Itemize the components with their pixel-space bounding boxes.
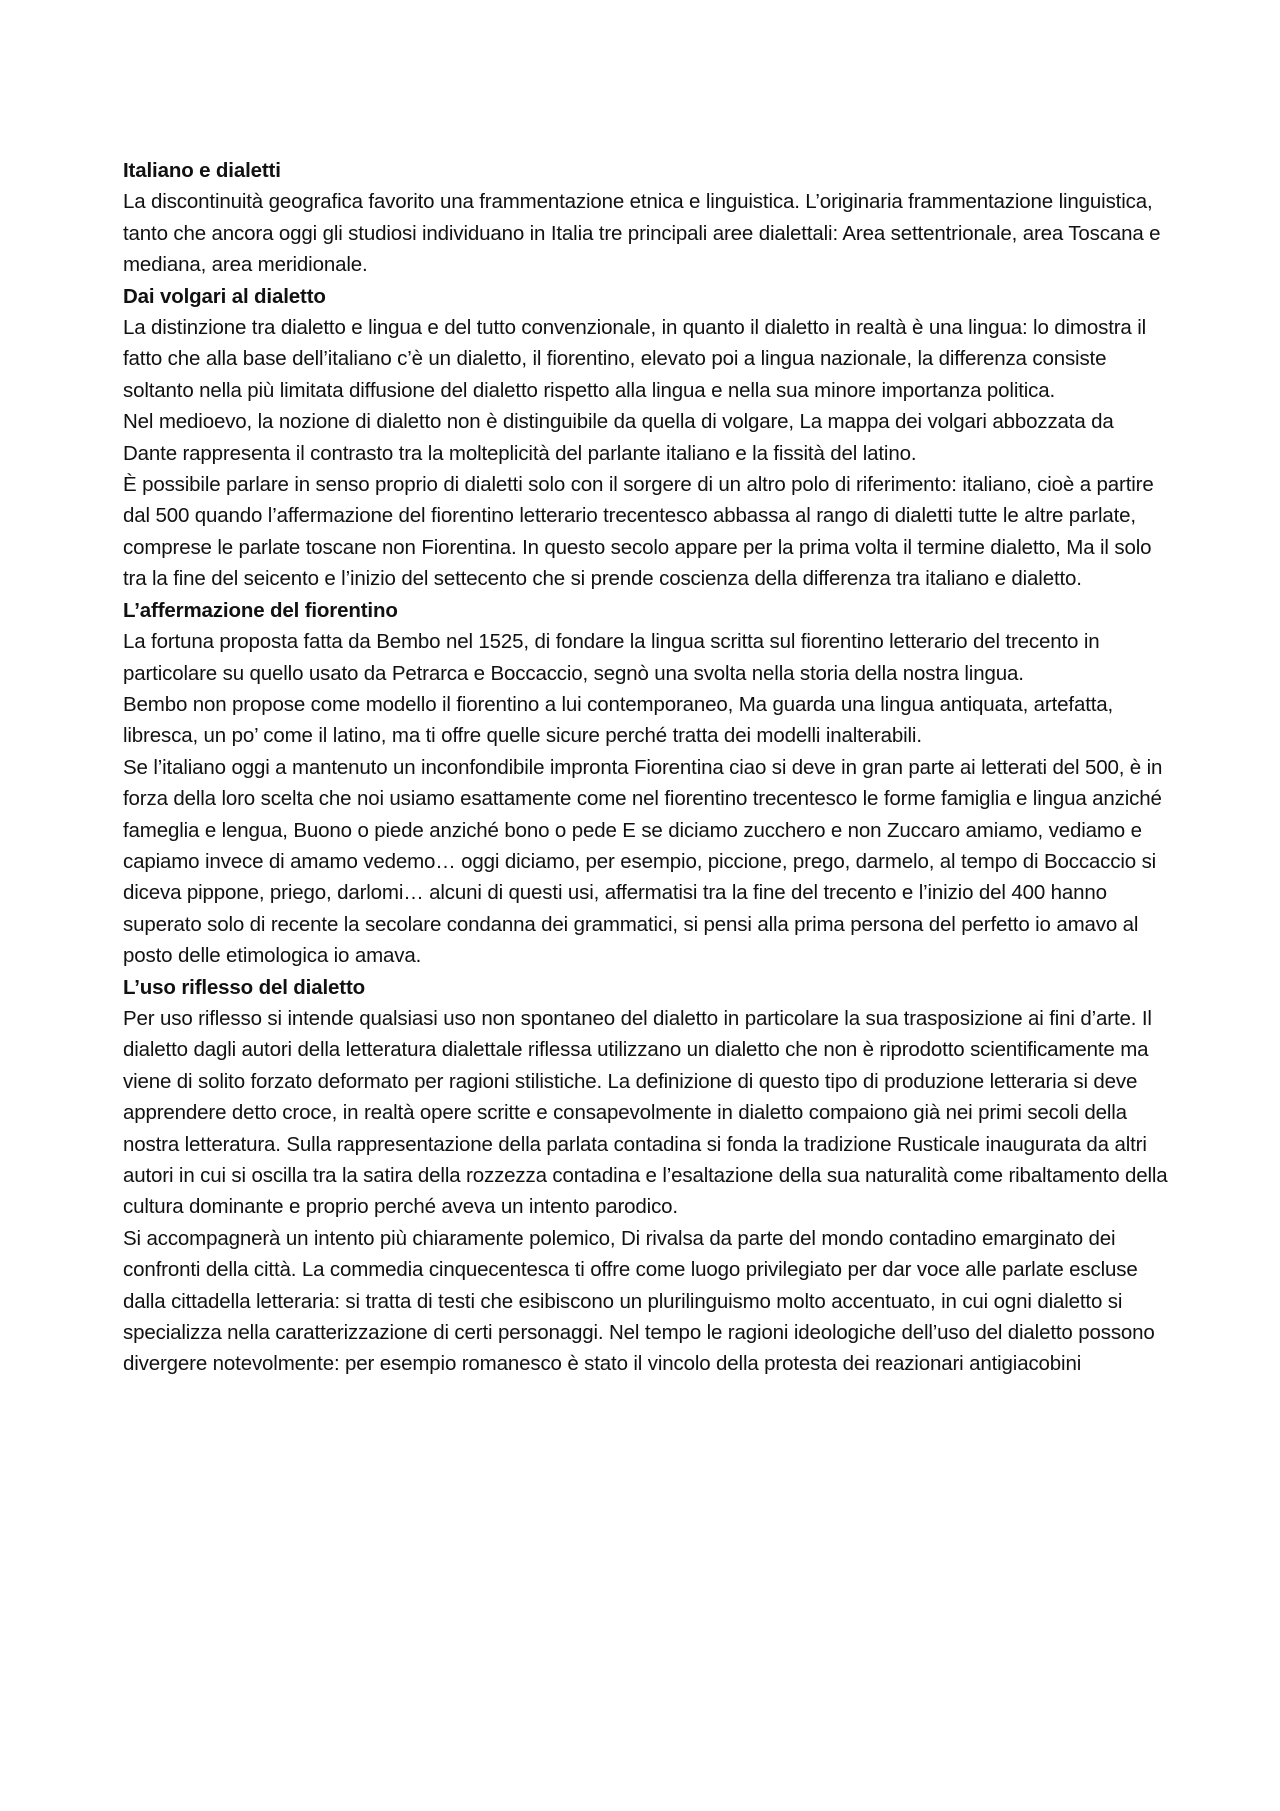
section-heading: Dai volgari al dialetto — [123, 284, 326, 308]
paragraph: Nel medioevo, la nozione di dialetto non è distinguibile da quella di volgare, La mappa dei volgari abbozzata da Dante rappresenta il contrasto tra la molteplicità del parlante italiano e la fissità del latino. — [123, 410, 1114, 465]
paragraph: La fortuna proposta fatta da Bembo nel 1525, di fondare la lingua scritta sul fiorentino letterario del trecento in particolare su quello usato da Petrarca e Boccaccio, segnò una svolta nella storia della nostra lingua. — [123, 630, 1100, 685]
paragraph: La discontinuità geografica favorito una frammentazione etnica e linguistica. L’originaria frammentazione linguistica, tanto che ancora oggi gli studiosi individuano in Italia tre principali aree dialettali: Area settentrionale, area Toscana e mediana, area meridionale. — [123, 190, 1161, 277]
section-heading: Italiano e dialetti — [123, 159, 281, 182]
document-page — [123, 155, 1173, 1380]
section-heading: L’uso riflesso del dialetto — [123, 975, 366, 999]
paragraph: Se l’italiano oggi a mantenuto un inconfondibile impronta Fiorentina ciao si deve in gran parte ai letterati del 500, è in forza della loro scelta che noi usiamo esattamente come nel fiorentino trecentesco le forme famiglia e lingua anziché fameglia e lengua, Buono o piede anziché bono o pede E se diciamo zucchero e non Zuccaro amiamo, vediamo e capiamo invece di amamo vedemo… oggi diciamo, per esempio, piccione, prego, darmelo, al tempo di Boccaccio si diceva pippone, priego, darlomi… alcuni di questi usi, affermatisi tra la fine del trecento e l’inizio del 400 hanno superato solo di recente la secolare condanna dei grammatici, si pensi alla prima persona del perfetto io amavo al posto delle etimologica io amava. — [123, 755, 1163, 968]
paragraph: Per uso riflesso si intende qualsiasi uso non spontaneo del dialetto in particolare la sua trasposizione ai fini d’arte. Il dialetto dagli autori della letteratura dialettale riflessa utilizzano un dialetto che non è riprodotto scientificamente ma viene di solito forzato deformato per ragioni stilistiche. La definizione di questo tipo di produzione letteraria si deve apprendere detto croce, in realtà opere scritte e consapevolmente in dialetto compaiono già nei primi secoli della nostra letteratura. Sulla rappresentazione della parlata contadina si fonda la tradizione Rusticale inaugurata da altri autori in cui si oscilla tra la satira della rozzezza contadina e l’esaltazione della sua naturalità come ribaltamento della cultura dominante e proprio perché aveva un intento parodico. — [123, 1006, 1168, 1219]
section-heading: L’affermazione del fiorentino — [123, 598, 398, 622]
paragraph: Bembo non propose come modello il fiorentino a lui contemporaneo, Ma guarda una lingua antiquata, artefatta, libresca, un po’ come il latino, ma ti offre quelle sicure perché tratta dei modelli inalterabili. — [123, 692, 1114, 748]
paragraph: È possibile parlare in senso proprio di dialetti solo con il sorgere di un altro polo di riferimento: italiano, cioè a partire dal 500 quando l’affermazione del fiorentino letterario trecentesco abbassa al rango di dialetti tutte le altre parlate, comprese le parlate toscane non Fiorentina. In questo secolo appare per la prima volta il termine dialetto, Ma il solo tra la fine del seicento e l’inizio del settecento che si prende coscienza della differenza tra italiano e dialetto. — [123, 473, 1154, 591]
paragraph: Si accompagnerà un intento più chiaramente polemico, Di rivalsa da parte del mondo contadino emarginato dei confronti della città. La commedia cinquecentesca ti offre come luogo privilegiato per dar voce alle parlate escluse dalla cittadella letteraria: si tratta di testi che esibiscono un plurilinguismo molto accentuato, in cui ogni dialetto si specializza nella caratterizzazione di certi personaggi. Nel tempo le ragioni ideologiche dell’uso del dialetto possono divergere notevolmente: per esempio romanesco è stato il vincolo della protesta dei reazionari antigiacobini — [123, 1226, 1155, 1376]
paragraph: La distinzione tra dialetto e lingua e del tutto convenzionale, in quanto il dialetto in realtà è una lingua: lo dimostra il fatto che alla base dell’italiano c’è un dialetto, il fiorentino, elevato poi a lingua nazionale, la differenza consiste soltanto nella più limitata diffusione del dialetto rispetto alla lingua e nella sua minore importanza politica. — [123, 316, 1147, 402]
